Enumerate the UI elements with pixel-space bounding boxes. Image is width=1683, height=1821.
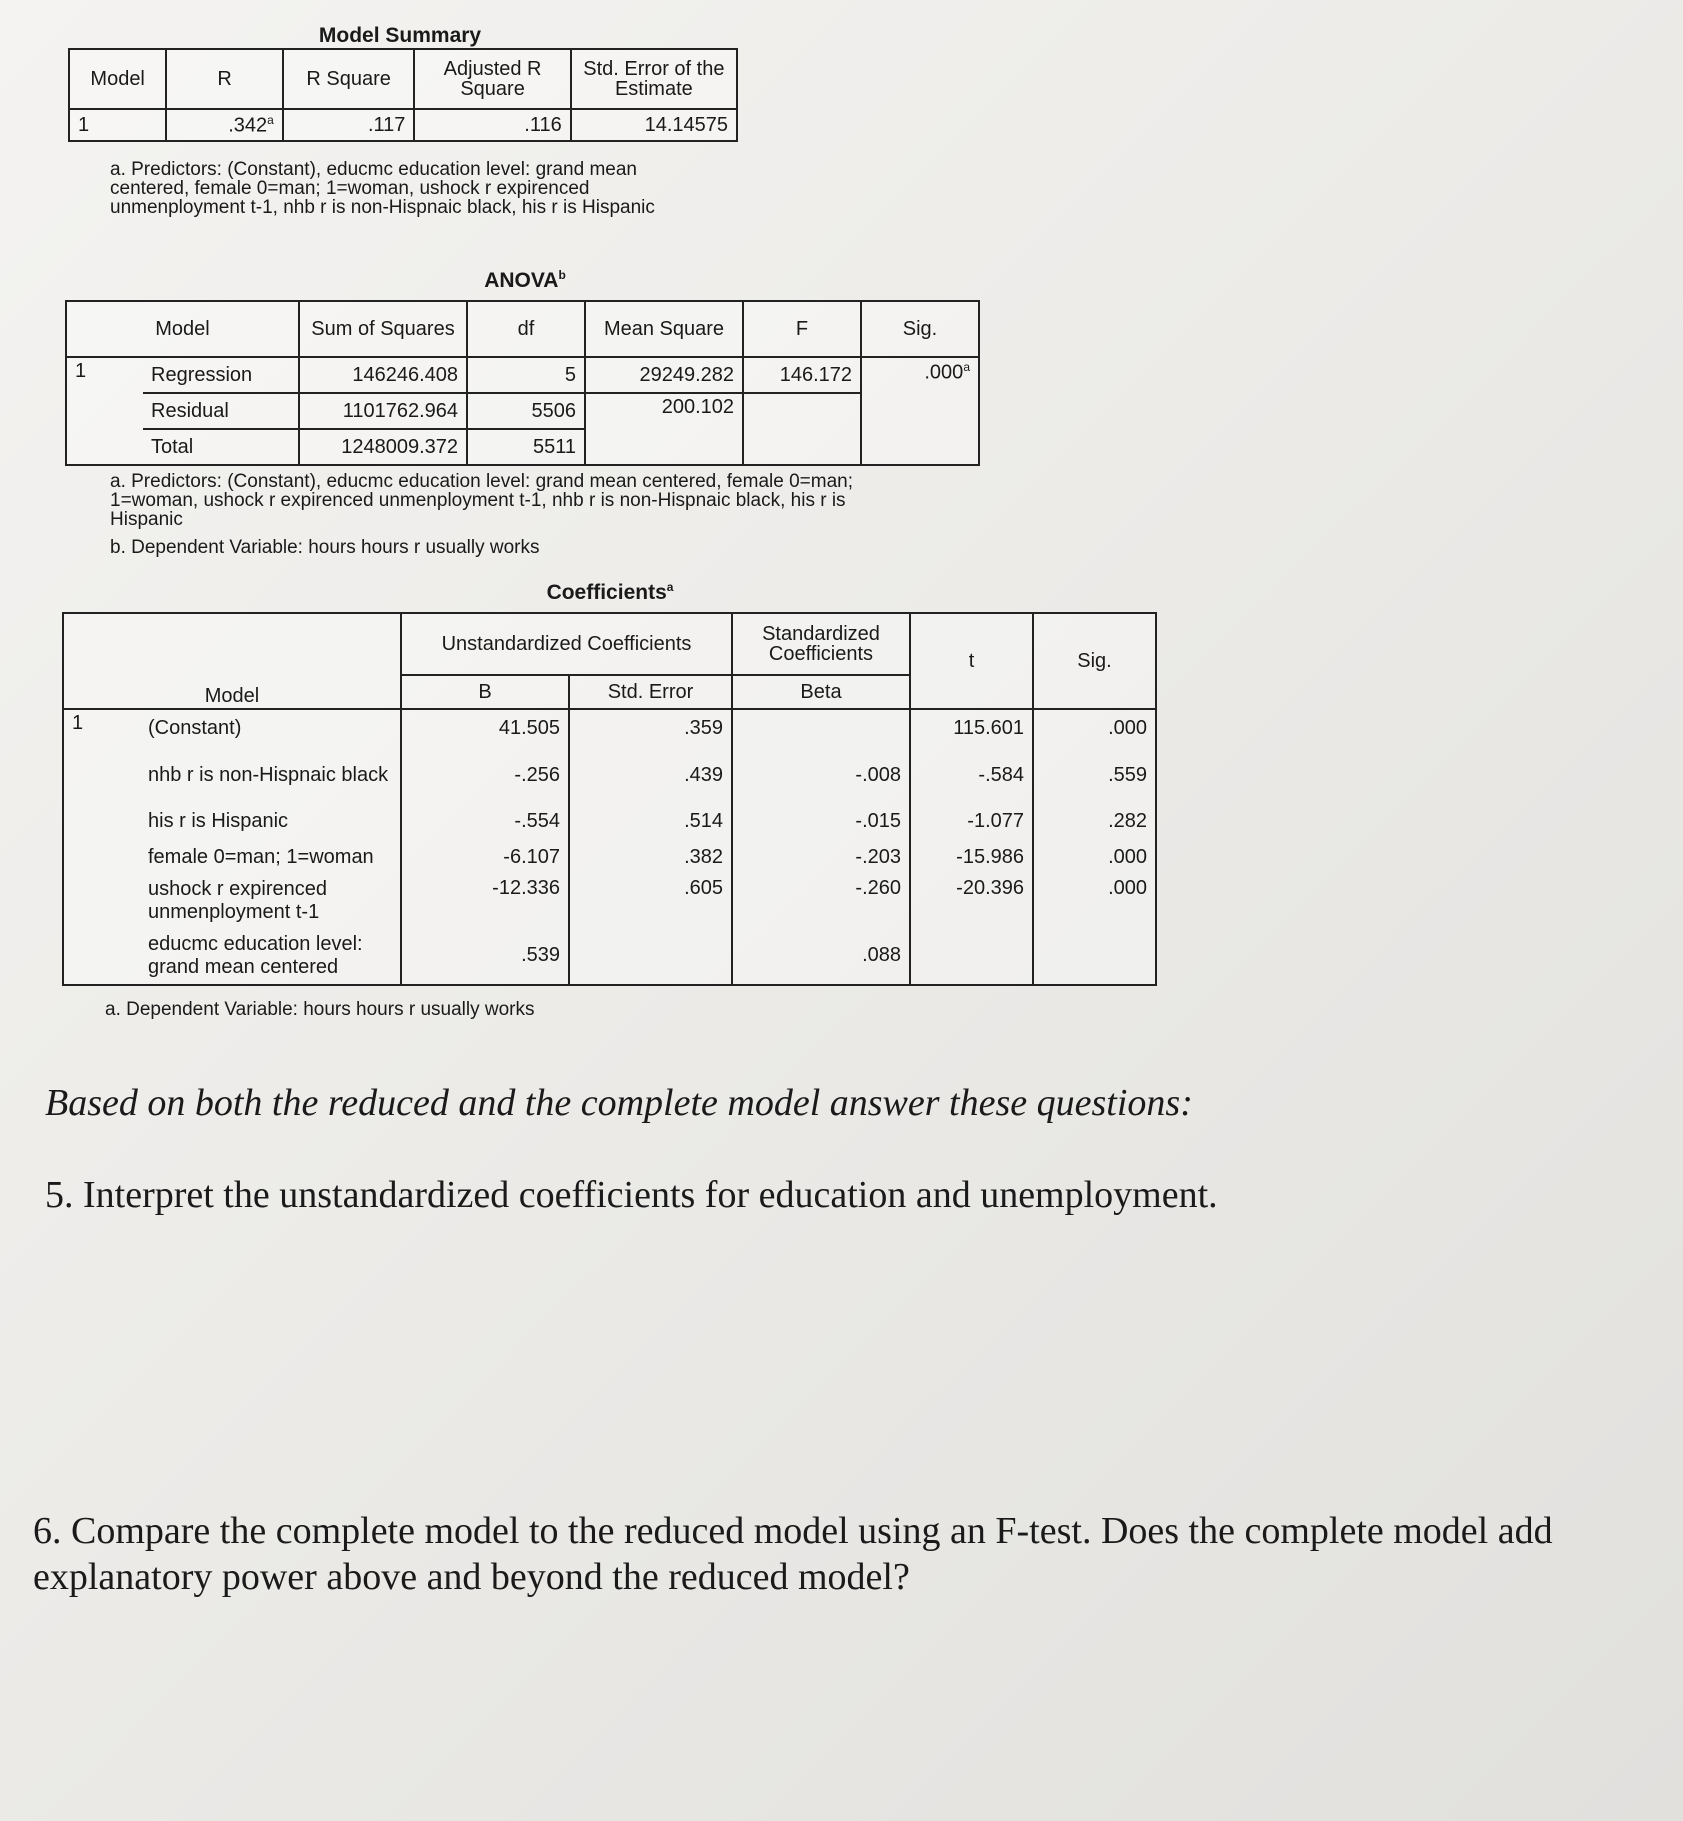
coef-b: -.256 [401, 747, 569, 803]
coef-t: -1.077 [910, 803, 1033, 839]
coef-se [569, 927, 732, 985]
question-5: 5. Interpret the unstandardized coefficients for education and unemployment. [45, 1174, 1218, 1216]
coef-col-b: B [401, 675, 569, 709]
coef-col-se: Std. Error [569, 675, 732, 709]
anova-footnote-a: a. Predictors: (Constant), educmc education level: grand mean centered, female 0=man; 1=woman, ushock r expirenced unmenployment t-1, nhb r is non-Hispnaic black, his r is Hispanic [110, 471, 853, 530]
anova-row [66, 357, 979, 393]
col-adj-r-square: Adjusted R Square [414, 49, 570, 109]
coef-row [63, 839, 1156, 875]
anova-ss: 1248009.372 [299, 429, 467, 465]
col-model: Model [69, 49, 166, 109]
anova-ss: 1101762.964 [299, 393, 467, 429]
model-summary-table [68, 48, 738, 142]
coef-sig: .000 [1033, 839, 1156, 875]
coef-sig: .559 [1033, 747, 1156, 803]
questions-intro: Based on both the reduced and the complete model answer these questions: [45, 1082, 1193, 1124]
coef-row [63, 803, 1156, 839]
coef-col-sig: Sig. [1033, 613, 1156, 709]
coef-b: .539 [401, 927, 569, 985]
cell-r: .342$^a$ [166, 109, 283, 141]
coef-col-model: Model [63, 613, 401, 709]
coef-row [63, 875, 1156, 927]
coef-row-label: educmc education level: grand mean centered [140, 927, 401, 985]
coef-beta: -.203 [732, 839, 910, 875]
anova-ss: 146246.408 [299, 357, 467, 393]
model-summary-footnote: a. Predictors: (Constant), educmc education level: grand mean centered, female 0=man; 1=woman, ushock r expirenced unmenployment t-1, nhb r is non-Hispnaic black, his r is Hispanic [110, 159, 655, 218]
coef-se: .439 [569, 747, 732, 803]
anova-col-ms: Mean Square [585, 301, 743, 357]
coef-model-cell: 1 [63, 709, 140, 985]
anova-ms: 29249.282 [585, 357, 743, 393]
cell-adj-r-square: .116 [414, 109, 570, 141]
col-std-error: Std. Error of the Estimate [571, 49, 737, 109]
coef-row-label: ushock r expirenced unmenployment t-1 [140, 875, 401, 927]
coef-se: .514 [569, 803, 732, 839]
coef-t: -15.986 [910, 839, 1033, 875]
coef-t: -.584 [910, 747, 1033, 803]
model-summary-title: Model Summary [318, 24, 482, 47]
coef-beta: -.015 [732, 803, 910, 839]
anova-f: 146.172 [743, 357, 861, 393]
coef-row [63, 927, 1156, 985]
coef-row [63, 709, 1156, 747]
coef-se: .382 [569, 839, 732, 875]
coef-se: .605 [569, 875, 732, 927]
coef-row-label: nhb r is non-Hispnaic black [140, 747, 401, 803]
anova-ms: 200.102 [585, 393, 743, 465]
anova-f [743, 393, 861, 465]
coef-sig: .282 [1033, 803, 1156, 839]
coef-b: 41.505 [401, 709, 569, 747]
anova-header-row [66, 301, 979, 357]
coef-col-t: t [910, 613, 1033, 709]
model-summary-row [69, 109, 737, 141]
coef-t: -20.396 [910, 875, 1033, 927]
anova-col-ss: Sum of Squares [299, 301, 467, 357]
coef-b: -12.336 [401, 875, 569, 927]
coef-beta: -.008 [732, 747, 910, 803]
anova-title: ANOVA$^b$ [484, 268, 566, 292]
coefficients-title: Coefficients$^a$ [546, 580, 674, 604]
anova-table [65, 300, 980, 466]
anova-col-model: Model [66, 301, 299, 357]
coef-t [910, 927, 1033, 985]
cell-model: 1 [69, 109, 166, 141]
anova-col-df: df [467, 301, 585, 357]
coefficients-table [62, 612, 1157, 986]
coef-sig [1033, 927, 1156, 985]
coef-sig: .000 [1033, 875, 1156, 927]
col-r-square: R Square [283, 49, 415, 109]
coefficients-footnote: a. Dependent Variable: hours hours r usually works [105, 999, 535, 1020]
model-summary-header-row [69, 49, 737, 109]
coef-beta: .088 [732, 927, 910, 985]
anova-row-label: Regression [143, 357, 299, 393]
coef-row [63, 747, 1156, 803]
coef-row-label: (Constant) [140, 709, 401, 747]
cell-r-square: .117 [283, 109, 415, 141]
question-6: 6. Compare the complete model to the reduced model using an F-test. Does the complete model add explanatory power above and beyond the reduced model? [33, 1510, 1553, 1598]
coef-t: 115.601 [910, 709, 1033, 747]
anova-row [66, 393, 979, 429]
anova-df: 5506 [467, 393, 585, 429]
col-r: R [166, 49, 283, 109]
anova-footnote-b: b. Dependent Variable: hours hours r usually works [110, 537, 540, 558]
anova-row-label: Total [143, 429, 299, 465]
coef-se: .359 [569, 709, 732, 747]
coef-beta [732, 709, 910, 747]
anova-df: 5511 [467, 429, 585, 465]
coef-b: -.554 [401, 803, 569, 839]
coef-row-label: his r is Hispanic [140, 803, 401, 839]
coef-group-std: Standardized Coefficients [732, 613, 910, 675]
anova-sig: .000$^a$ [861, 357, 979, 465]
anova-model-cell: 1 [66, 357, 143, 465]
anova-row-label: Residual [143, 393, 299, 429]
coef-sig: .000 [1033, 709, 1156, 747]
coef-row-label: female 0=man; 1=woman [140, 839, 401, 875]
anova-col-f: F [743, 301, 861, 357]
coef-col-beta: Beta [732, 675, 910, 709]
anova-col-sig: Sig. [861, 301, 979, 357]
anova-df: 5 [467, 357, 585, 393]
cell-std-error: 14.14575 [571, 109, 737, 141]
coef-group-unstd: Unstandardized Coefficients [401, 613, 732, 675]
coef-b: -6.107 [401, 839, 569, 875]
coef-beta: -.260 [732, 875, 910, 927]
coef-group-header-row [63, 613, 1156, 675]
